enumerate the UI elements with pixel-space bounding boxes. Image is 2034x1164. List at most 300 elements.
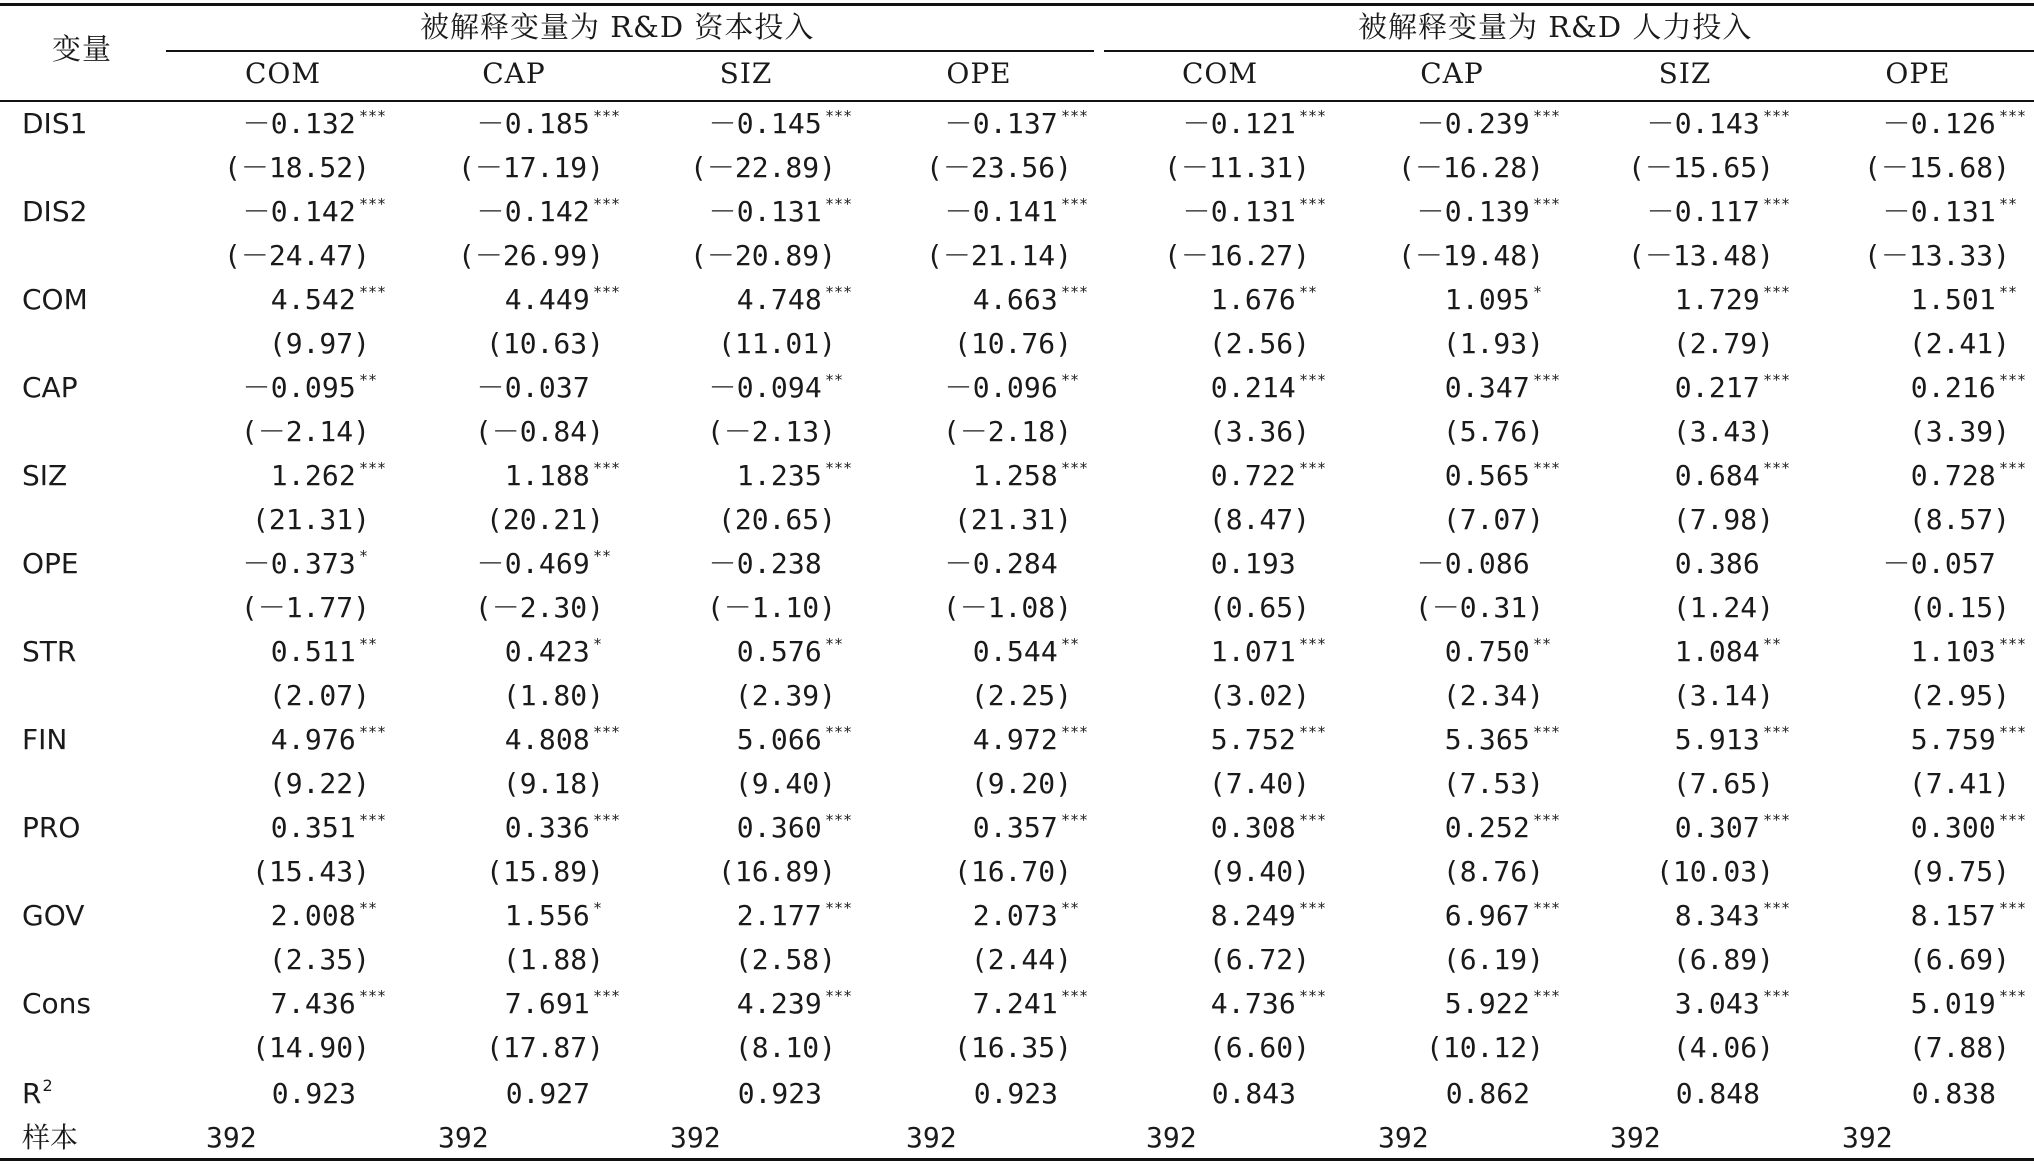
significance-stars: ** (1061, 371, 1080, 389)
coefficient-value: －0.037 (476, 371, 590, 404)
t-stat-cell: (－26.99) (457, 239, 604, 272)
t-stat-cell: (9.20) (970, 767, 1072, 800)
coefficient-value: 1.103 (1910, 635, 1996, 668)
t-stat-cell: (17.87) (485, 1031, 604, 1064)
coefficient-cell (242, 195, 387, 228)
coefficient-value: －0.131 (1182, 195, 1296, 228)
coefficient-value: 1.729 (1674, 283, 1760, 316)
significance-stars: *** (1533, 459, 1561, 477)
t-stat-cell: (3.14) (1672, 679, 1774, 712)
significance-stars: *** (1299, 811, 1327, 829)
significance-stars: *** (1763, 723, 1791, 741)
coefficient-cell (944, 371, 1080, 404)
significance-stars: *** (1061, 811, 1089, 829)
t-stat-cell: (－13.33) (1863, 239, 2010, 272)
coefficient-cell (504, 723, 621, 756)
coefficient-value: 4.239 (736, 987, 822, 1020)
t-stat-cell: (1.24) (1672, 591, 1774, 624)
coefficient-value: －0.057 (1882, 547, 1996, 580)
coefficient-value: 4.748 (736, 283, 822, 316)
coefficient-value: 0.252 (1444, 811, 1530, 844)
significance-stars: *** (1061, 459, 1089, 477)
significance-stars: *** (825, 723, 853, 741)
t-stat-cell: (10.03) (1655, 855, 1774, 888)
coefficient-cell (1210, 459, 1327, 492)
t-stat-cell: (15.43) (251, 855, 370, 888)
coefficient-cell (1444, 371, 1561, 404)
significance-stars: *** (1763, 371, 1791, 389)
t-stat-cell: (1.93) (1442, 327, 1544, 360)
significance-stars: ** (825, 371, 844, 389)
r-squared-value: 0.843 (1211, 1077, 1296, 1110)
significance-stars: *** (825, 899, 853, 917)
variable-name: FIN (22, 723, 68, 756)
significance-stars: *** (1299, 723, 1327, 741)
significance-stars: * (593, 899, 603, 917)
coefficient-cell (972, 899, 1080, 932)
significance-stars: *** (825, 283, 853, 301)
significance-stars: *** (1533, 195, 1561, 213)
coefficient-value: －0.096 (944, 371, 1058, 404)
coefficient-value: 2.073 (972, 899, 1058, 932)
coefficient-cell (1674, 987, 1791, 1020)
coefficient-cell (476, 547, 612, 580)
column-header: OPE (1885, 57, 1951, 90)
coefficient-value: 0.576 (736, 635, 822, 668)
variable-name: SIZ (22, 459, 68, 492)
significance-stars: ** (1061, 899, 1080, 917)
coefficient-value: 0.357 (972, 811, 1058, 844)
t-stat-cell: (－21.14) (925, 239, 1072, 272)
t-stat-cell: (8.47) (1208, 503, 1310, 536)
coefficient-cell (504, 459, 621, 492)
significance-stars: *** (593, 723, 621, 741)
coefficient-value: 5.752 (1210, 723, 1296, 756)
t-stat-cell: (－2.18) (942, 415, 1072, 448)
coefficient-cell (1910, 899, 2027, 932)
group2-title: 被解释变量为 R&D 人力投入 (1358, 10, 1753, 44)
t-stat-cell: (－13.48) (1627, 239, 1774, 272)
coefficient-value: 5.922 (1444, 987, 1530, 1020)
coefficient-value: 0.351 (270, 811, 356, 844)
t-stat-cell: (3.02) (1208, 679, 1310, 712)
coefficient-cell (736, 811, 853, 844)
t-stat-cell: (8.10) (734, 1031, 836, 1064)
t-stat-cell: (6.89) (1672, 943, 1774, 976)
coefficient-cell (944, 547, 1062, 580)
coefficient-value: －0.095 (242, 371, 356, 404)
top-rule (0, 3, 2034, 6)
sample-size-value: 392 (670, 1121, 721, 1154)
t-stat-cell: (0.15) (1908, 591, 2010, 624)
t-stat-cell: (－0.84) (474, 415, 604, 448)
variable-header: 变量 (52, 32, 113, 66)
significance-stars: ** (1299, 283, 1318, 301)
coefficient-value: 1.188 (504, 459, 590, 492)
significance-stars: *** (593, 987, 621, 1005)
t-stat-cell: (2.39) (734, 679, 836, 712)
coefficient-value: 8.157 (1910, 899, 1996, 932)
significance-stars: *** (1299, 635, 1327, 653)
coefficient-cell (476, 195, 621, 228)
coefficient-value: 0.511 (270, 635, 356, 668)
coefficient-cell (1444, 987, 1561, 1020)
significance-stars: *** (1999, 371, 2027, 389)
t-stat-cell: (1.80) (502, 679, 604, 712)
coefficient-cell (1910, 371, 2027, 404)
coefficient-cell (270, 635, 378, 668)
t-stat-cell: (－2.14) (240, 415, 370, 448)
column-header: CAP (482, 57, 546, 90)
t-stat-cell: (7.41) (1908, 767, 2010, 800)
t-stat-cell: (9.97) (268, 327, 370, 360)
t-stat-cell: (9.75) (1908, 855, 2010, 888)
significance-stars: *** (359, 283, 387, 301)
coefficient-value: 0.684 (1674, 459, 1760, 492)
coefficient-cell (1674, 283, 1791, 316)
coefficient-value: 0.308 (1210, 811, 1296, 844)
coefficient-value: 1.095 (1444, 283, 1530, 316)
coefficient-cell (504, 899, 603, 932)
significance-stars: *** (1533, 987, 1561, 1005)
t-stat-cell: (7.65) (1672, 767, 1774, 800)
t-stat-cell: (6.19) (1442, 943, 1544, 976)
significance-stars: ** (1763, 635, 1782, 653)
significance-stars: *** (1299, 987, 1327, 1005)
t-stat-cell: (2.44) (970, 943, 1072, 976)
coefficient-cell (504, 283, 621, 316)
coefficient-cell (1444, 811, 1561, 844)
coefficient-value: －0.137 (944, 107, 1058, 140)
t-stat-cell: (9.40) (734, 767, 836, 800)
coefficient-value: 0.300 (1910, 811, 1996, 844)
coefficient-value: －0.185 (476, 107, 590, 140)
coefficient-cell (708, 371, 844, 404)
coefficient-cell (270, 283, 387, 316)
coefficient-value: 0.214 (1210, 371, 1296, 404)
coefficient-cell (242, 107, 387, 140)
coefficient-cell (270, 987, 387, 1020)
significance-stars: *** (1533, 723, 1561, 741)
coefficient-cell (1910, 635, 2027, 668)
r-squared-value: 0.848 (1675, 1077, 1760, 1110)
coefficient-cell (1210, 371, 1327, 404)
significance-stars: ** (825, 635, 844, 653)
coefficient-value: 0.750 (1444, 635, 1530, 668)
coefficient-value: 7.691 (504, 987, 590, 1020)
coefficient-cell (504, 987, 621, 1020)
coefficient-value: －0.139 (1416, 195, 1530, 228)
coefficient-value: 8.249 (1210, 899, 1296, 932)
coefficient-cell (1444, 723, 1561, 756)
coefficient-cell (736, 635, 844, 668)
t-stat-cell: (4.06) (1672, 1031, 1774, 1064)
t-stat-cell: (－2.13) (706, 415, 836, 448)
coefficient-cell (1910, 459, 2027, 492)
coefficient-cell (972, 635, 1080, 668)
significance-stars: *** (359, 195, 387, 213)
sample-size-value: 392 (438, 1121, 489, 1154)
significance-stars: *** (1299, 371, 1327, 389)
coefficient-value: －0.145 (708, 107, 822, 140)
coefficient-value: －0.142 (242, 195, 356, 228)
significance-stars: *** (1061, 723, 1089, 741)
coefficient-cell (736, 723, 853, 756)
t-stat-cell: (10.12) (1425, 1031, 1544, 1064)
t-stat-cell: (－0.31) (1414, 591, 1544, 624)
significance-stars: *** (359, 723, 387, 741)
coefficient-cell (1674, 899, 1791, 932)
coefficient-value: －0.143 (1646, 107, 1760, 140)
sample-size-value: 392 (906, 1121, 957, 1154)
variable-name: PRO (22, 811, 81, 844)
coefficient-value: 7.436 (270, 987, 356, 1020)
variable-name: OPE (22, 547, 79, 580)
t-stat-cell: (21.31) (251, 503, 370, 536)
coefficient-cell (504, 635, 603, 668)
significance-stars: *** (1299, 899, 1327, 917)
t-stat-cell: (11.01) (717, 327, 836, 360)
coefficient-value: 0.307 (1674, 811, 1760, 844)
coefficient-value: 1.071 (1210, 635, 1296, 668)
coefficient-value: 5.365 (1444, 723, 1530, 756)
significance-stars: *** (1061, 283, 1089, 301)
t-stat-cell: (16.35) (953, 1031, 1072, 1064)
coefficient-cell (270, 811, 387, 844)
t-stat-cell: (0.65) (1208, 591, 1310, 624)
group1-title: 被解释变量为 R&D 资本投入 (420, 10, 815, 44)
coefficient-cell (1882, 547, 2000, 580)
r-squared-letter: R (22, 1077, 42, 1110)
significance-stars: *** (593, 283, 621, 301)
variable-name: Cons (22, 987, 92, 1020)
coefficient-cell (708, 195, 853, 228)
t-stat-cell: (16.89) (717, 855, 836, 888)
significance-stars: *** (1061, 195, 1089, 213)
coefficient-value: 2.177 (736, 899, 822, 932)
t-stat-cell: (3.39) (1908, 415, 2010, 448)
coefficient-cell (1416, 195, 1561, 228)
t-stat-cell: (3.36) (1208, 415, 1310, 448)
significance-stars: *** (1999, 723, 2027, 741)
coefficient-cell (1882, 195, 2018, 228)
significance-stars: *** (1299, 459, 1327, 477)
significance-stars: *** (1299, 107, 1327, 125)
t-stat-cell: (1.88) (502, 943, 604, 976)
t-stat-cell: (－15.68) (1863, 151, 2010, 184)
coefficient-cell (736, 283, 853, 316)
significance-stars: *** (825, 459, 853, 477)
t-stat-cell: (－1.77) (240, 591, 370, 624)
coefficient-value: 0.423 (504, 635, 590, 668)
t-stat-cell: (－1.08) (942, 591, 1072, 624)
t-stat-cell: (－16.28) (1397, 151, 1544, 184)
r-squared-superscript: 2 (42, 1076, 53, 1095)
coefficient-value: 4.663 (972, 283, 1058, 316)
t-stat-cell: (7.07) (1442, 503, 1544, 536)
coefficient-cell (1444, 635, 1552, 668)
t-stat-cell: (－19.48) (1397, 239, 1544, 272)
header-rule (0, 100, 2034, 102)
coefficient-cell (242, 371, 378, 404)
significance-stars: *** (1763, 811, 1791, 829)
coefficient-cell (270, 723, 387, 756)
coefficient-cell (736, 459, 853, 492)
significance-stars: *** (359, 987, 387, 1005)
coefficient-value: 1.556 (504, 899, 590, 932)
t-stat-cell: (14.90) (251, 1031, 370, 1064)
coefficient-value: 0.216 (1910, 371, 1996, 404)
coefficient-value: 1.501 (1910, 283, 1996, 316)
column-header: SIZ (719, 57, 773, 90)
coefficient-value: 5.759 (1910, 723, 1996, 756)
coefficient-value: －0.141 (944, 195, 1058, 228)
coefficient-value: 4.542 (270, 283, 356, 316)
coefficient-value: 5.913 (1674, 723, 1760, 756)
coefficient-value: 8.343 (1674, 899, 1760, 932)
coefficient-cell (270, 459, 387, 492)
sample-label: 样本 (22, 1121, 79, 1154)
r-squared-value: 0.862 (1445, 1077, 1530, 1110)
t-stat-cell: (－24.47) (223, 239, 370, 272)
coefficient-cell (1210, 811, 1327, 844)
t-stat-cell: (7.88) (1908, 1031, 2010, 1064)
coefficient-value: －0.121 (1182, 107, 1296, 140)
coefficient-cell (1674, 371, 1791, 404)
coefficient-value: 1.262 (270, 459, 356, 492)
coefficient-value: －0.239 (1416, 107, 1530, 140)
t-stat-cell: (2.34) (1442, 679, 1544, 712)
significance-stars: ** (1533, 635, 1552, 653)
variable-name: COM (22, 283, 88, 316)
significance-stars: ** (1999, 283, 2018, 301)
coefficient-cell (504, 811, 621, 844)
t-stat-cell: (9.18) (502, 767, 604, 800)
t-stat-cell: (9.22) (268, 767, 370, 800)
t-stat-cell: (10.63) (485, 327, 604, 360)
coefficient-cell (1416, 547, 1534, 580)
coefficient-value: －0.284 (944, 547, 1058, 580)
coefficient-cell (944, 195, 1089, 228)
t-stat-cell: (8.57) (1908, 503, 2010, 536)
coefficient-cell (1210, 283, 1318, 316)
coefficient-value: 1.258 (972, 459, 1058, 492)
coefficient-cell (1444, 459, 1561, 492)
t-stat-cell: (10.76) (953, 327, 1072, 360)
t-stat-cell: (2.25) (970, 679, 1072, 712)
significance-stars: *** (1763, 283, 1791, 301)
significance-stars: *** (1999, 107, 2027, 125)
coefficient-value: －0.117 (1646, 195, 1760, 228)
coefficient-cell (708, 107, 853, 140)
coefficient-cell (972, 283, 1089, 316)
variable-name: CAP (22, 371, 78, 404)
significance-stars: ** (359, 899, 378, 917)
t-stat-cell: (－23.56) (925, 151, 1072, 184)
t-stat-cell: (－17.19) (457, 151, 604, 184)
t-stat-cell: (3.43) (1672, 415, 1774, 448)
coefficient-value: －0.126 (1882, 107, 1996, 140)
variable-name: DIS1 (22, 107, 88, 140)
group1-underline (166, 50, 1094, 52)
coefficient-value: －0.094 (708, 371, 822, 404)
significance-stars: *** (1763, 195, 1791, 213)
coefficient-value: 0.347 (1444, 371, 1530, 404)
coefficient-cell (972, 723, 1089, 756)
significance-stars: *** (593, 811, 621, 829)
coefficient-value: 2.008 (270, 899, 356, 932)
t-stat-cell: (6.72) (1208, 943, 1310, 976)
coefficient-value: 4.449 (504, 283, 590, 316)
coefficient-cell (736, 899, 853, 932)
coefficient-value: 0.336 (504, 811, 590, 844)
significance-stars: *** (593, 107, 621, 125)
coefficient-value: 4.736 (1210, 987, 1296, 1020)
coefficient-value: 0.565 (1444, 459, 1530, 492)
significance-stars: *** (1763, 459, 1791, 477)
coefficient-cell (1210, 547, 1299, 580)
coefficient-cell (1882, 107, 2027, 140)
sample-size-value: 392 (1842, 1121, 1893, 1154)
coefficient-value: 1.676 (1210, 283, 1296, 316)
significance-stars: *** (825, 107, 853, 125)
coefficient-cell (476, 371, 594, 404)
significance-stars: *** (359, 459, 387, 477)
coefficient-cell (242, 547, 369, 580)
t-stat-cell: (6.60) (1208, 1031, 1310, 1064)
coefficient-cell (1646, 195, 1791, 228)
significance-stars: * (593, 635, 603, 653)
significance-stars: *** (1999, 811, 2027, 829)
t-stat-cell: (7.98) (1672, 503, 1774, 536)
coefficient-cell (944, 107, 1089, 140)
coefficient-value: 0.728 (1910, 459, 1996, 492)
significance-stars: ** (359, 635, 378, 653)
r-squared-label (22, 1076, 53, 1110)
coefficient-cell (1210, 987, 1327, 1020)
coefficient-value: －0.131 (1882, 195, 1996, 228)
significance-stars: *** (825, 811, 853, 829)
coefficient-cell (972, 811, 1089, 844)
t-stat-cell: (20.21) (485, 503, 604, 536)
t-stat-cell: (16.70) (953, 855, 1072, 888)
coefficient-value: 0.544 (972, 635, 1058, 668)
coefficient-value: 6.967 (1444, 899, 1530, 932)
coefficient-value: 4.808 (504, 723, 590, 756)
t-stat-cell: (－20.89) (689, 239, 836, 272)
sample-size-value: 392 (206, 1121, 257, 1154)
coefficient-cell (1182, 195, 1327, 228)
significance-stars: * (1533, 283, 1543, 301)
column-header: CAP (1420, 57, 1484, 90)
significance-stars: *** (1533, 107, 1561, 125)
r-squared-value: 0.923 (973, 1077, 1058, 1110)
significance-stars: *** (359, 811, 387, 829)
significance-stars: ** (359, 371, 378, 389)
coefficient-cell (972, 459, 1089, 492)
t-stat-cell: (－2.30) (474, 591, 604, 624)
significance-stars: *** (1533, 371, 1561, 389)
coefficient-value: －0.086 (1416, 547, 1530, 580)
coefficient-cell (1910, 723, 2027, 756)
sample-size-value: 392 (1378, 1121, 1429, 1154)
coefficient-value: 3.043 (1674, 987, 1760, 1020)
column-header: COM (1181, 57, 1259, 90)
coefficient-cell (1646, 107, 1791, 140)
coefficient-cell (1210, 723, 1327, 756)
column-header: COM (244, 57, 322, 90)
coefficient-cell (708, 547, 826, 580)
